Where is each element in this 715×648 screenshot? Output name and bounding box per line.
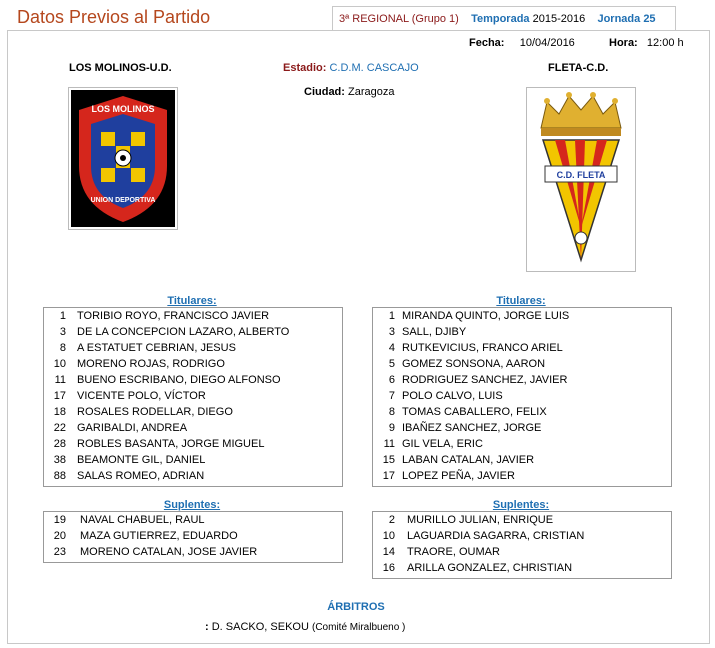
- player-name: MURILLO JULIAN, ENRIQUE: [407, 514, 554, 526]
- round-value: 25: [643, 13, 656, 25]
- player-name: LAGUARDIA SAGARRA, CRISTIAN: [407, 530, 585, 542]
- player-number: 8: [59, 342, 66, 354]
- player-row: [44, 340, 342, 356]
- player-number: 11: [54, 374, 66, 386]
- player-number: 9: [388, 422, 395, 434]
- player-row: [44, 308, 342, 324]
- home-starters-list: [43, 307, 343, 487]
- player-row: [373, 308, 671, 324]
- player-row: [373, 560, 671, 576]
- player-name: MIRANDA QUINTO, JORGE LUIS: [402, 310, 570, 322]
- city-label: Ciudad:: [304, 86, 345, 98]
- player-row: [44, 452, 342, 468]
- player-name: SALAS ROMEO, ADRIAN: [77, 470, 205, 482]
- player-name: BEAMONTE GIL, DANIEL: [77, 454, 206, 466]
- referee-prefix: :: [205, 621, 209, 633]
- player-number: 6: [388, 374, 395, 386]
- player-name: GIL VELA, ERIC: [402, 438, 483, 450]
- player-name: GOMEZ SONSONA, AARON: [402, 358, 546, 370]
- player-row: [44, 544, 342, 560]
- player-row: [373, 404, 671, 420]
- stadium-info: [283, 62, 419, 74]
- player-number: 14: [382, 546, 395, 558]
- player-row: [373, 528, 671, 544]
- player-name: ROSALES RODELLAR, DIEGO: [77, 406, 233, 418]
- stadium-label: Estadio:: [283, 62, 327, 74]
- player-row: [373, 388, 671, 404]
- player-number: 28: [53, 438, 66, 450]
- home-subs-list: [43, 511, 343, 563]
- city-info: [304, 86, 395, 98]
- player-name: MAZA GUTIERREZ, EDUARDO: [80, 530, 238, 542]
- home-subs-label: Suplentes:: [163, 499, 221, 511]
- referee-committee: (Comité Miralbueno ): [312, 622, 406, 633]
- player-number: 1: [388, 310, 395, 322]
- player-name: GARIBALDI, ANDREA: [77, 422, 188, 434]
- player-row: [373, 324, 671, 340]
- player-row: [44, 420, 342, 436]
- match-time: [609, 37, 684, 49]
- away-starters-list: [372, 307, 672, 487]
- player-row: [373, 452, 671, 468]
- match-info-tab[interactable]: [332, 6, 676, 30]
- player-number: 17: [53, 390, 66, 402]
- season-label: Temporada: [471, 13, 530, 25]
- player-name: MORENO CATALAN, JOSE JAVIER: [80, 546, 258, 558]
- away-team-name: FLETA-C.D.: [548, 62, 609, 74]
- player-number: 38: [53, 454, 66, 466]
- player-number: 3: [59, 326, 66, 338]
- player-number: 16: [382, 562, 395, 574]
- home-crest-icon: [69, 88, 177, 229]
- page-title: Datos Previos al Partido: [17, 7, 211, 27]
- home-crest[interactable]: [68, 87, 178, 230]
- player-number: 4: [388, 342, 395, 354]
- home-crest-text-top: LOS MOLINOS: [91, 104, 155, 114]
- time-value: 12:00 h: [646, 37, 684, 49]
- match-date: [469, 37, 575, 49]
- city-value: Zaragoza: [348, 86, 395, 98]
- player-row: [373, 340, 671, 356]
- round-label: Jornada: [597, 13, 641, 25]
- player-number: 10: [382, 530, 395, 542]
- player-name: A ESTATUET CEBRIAN, JESUS: [77, 342, 236, 354]
- stadium-link[interactable]: C.D.M. CASCAJO: [329, 62, 419, 74]
- player-name: ROBLES BASANTA, JORGE MIGUEL: [77, 438, 265, 450]
- player-name: VICENTE POLO, VÍCTOR: [77, 390, 206, 402]
- date-value: 10/04/2016: [519, 37, 575, 49]
- season-value: 2015-2016: [532, 13, 586, 25]
- player-row: [44, 404, 342, 420]
- player-row: [373, 512, 671, 528]
- player-name: LABAN CATALAN, JAVIER: [402, 454, 535, 466]
- away-crest-icon: [527, 88, 635, 271]
- home-starters-label: Titulares:: [167, 295, 217, 307]
- player-number: 23: [53, 546, 66, 558]
- player-number: 22: [53, 422, 66, 434]
- player-row: [373, 544, 671, 560]
- player-row: [44, 372, 342, 388]
- away-crest-text: C.D. FLETA: [556, 170, 606, 180]
- player-number: 8: [388, 406, 395, 418]
- player-number: 2: [388, 514, 395, 526]
- away-starters-label: Titulares:: [496, 295, 546, 307]
- player-name: TRAORE, OUMAR: [407, 546, 500, 558]
- away-subs-list: [372, 511, 672, 579]
- away-subs-label: Suplentes:: [492, 499, 550, 511]
- player-name: RUTKEVICIUS, FRANCO ARIEL: [402, 342, 563, 354]
- player-row: [44, 512, 342, 528]
- player-name: SALL, DJIBY: [402, 326, 467, 338]
- player-number: 17: [382, 470, 395, 482]
- player-name: LOPEZ PEÑA, JAVIER: [402, 470, 515, 482]
- home-team-name: LOS MOLINOS-U.D.: [69, 62, 172, 74]
- away-crest[interactable]: [526, 87, 636, 272]
- referees-title: ÁRBITROS: [327, 601, 385, 613]
- player-row: [373, 420, 671, 436]
- competition-label: 3ª REGIONAL (Grupo 1): [339, 13, 459, 25]
- player-name: BUENO ESCRIBANO, DIEGO ALFONSO: [77, 374, 281, 386]
- player-number: 88: [53, 470, 66, 482]
- player-name: IBAÑEZ SANCHEZ, JORGE: [402, 422, 542, 434]
- player-name: TORIBIO ROYO, FRANCISCO JAVIER: [77, 310, 270, 322]
- time-label: Hora:: [609, 37, 638, 49]
- player-number: 20: [53, 530, 66, 542]
- home-crest-text-bottom: UNION DEPORTIVA: [90, 197, 156, 204]
- date-label: Fecha:: [469, 37, 505, 49]
- player-row: [44, 388, 342, 404]
- player-row: [44, 528, 342, 544]
- player-row: [373, 436, 671, 452]
- player-name: MORENO ROJAS, RODRIGO: [77, 358, 225, 370]
- referee-line: [205, 621, 405, 633]
- referee-name: D. SACKO, SEKOU: [211, 621, 309, 633]
- player-name: NAVAL CHABUEL, RAUL: [80, 514, 205, 526]
- player-row: [373, 372, 671, 388]
- player-row: [44, 324, 342, 340]
- player-row: [44, 468, 342, 484]
- player-number: 18: [53, 406, 66, 418]
- player-number: 7: [388, 390, 395, 402]
- player-row: [373, 356, 671, 372]
- player-row: [373, 468, 671, 484]
- player-number: 11: [383, 438, 395, 450]
- player-row: [44, 356, 342, 372]
- player-number: 10: [53, 358, 66, 370]
- player-number: 15: [382, 454, 395, 466]
- player-name: POLO CALVO, LUIS: [402, 390, 503, 402]
- player-number: 5: [388, 358, 395, 370]
- player-name: TOMAS CABALLERO, FELIX: [402, 406, 547, 418]
- player-row: [44, 436, 342, 452]
- player-name: RODRIGUEZ SANCHEZ, JAVIER: [402, 374, 568, 386]
- player-name: DE LA CONCEPCION LAZARO, ALBERTO: [77, 326, 290, 338]
- player-number: 3: [388, 326, 395, 338]
- player-number: 19: [53, 514, 66, 526]
- player-name: ARILLA GONZALEZ, CHRISTIAN: [407, 562, 573, 574]
- player-number: 1: [59, 310, 66, 322]
